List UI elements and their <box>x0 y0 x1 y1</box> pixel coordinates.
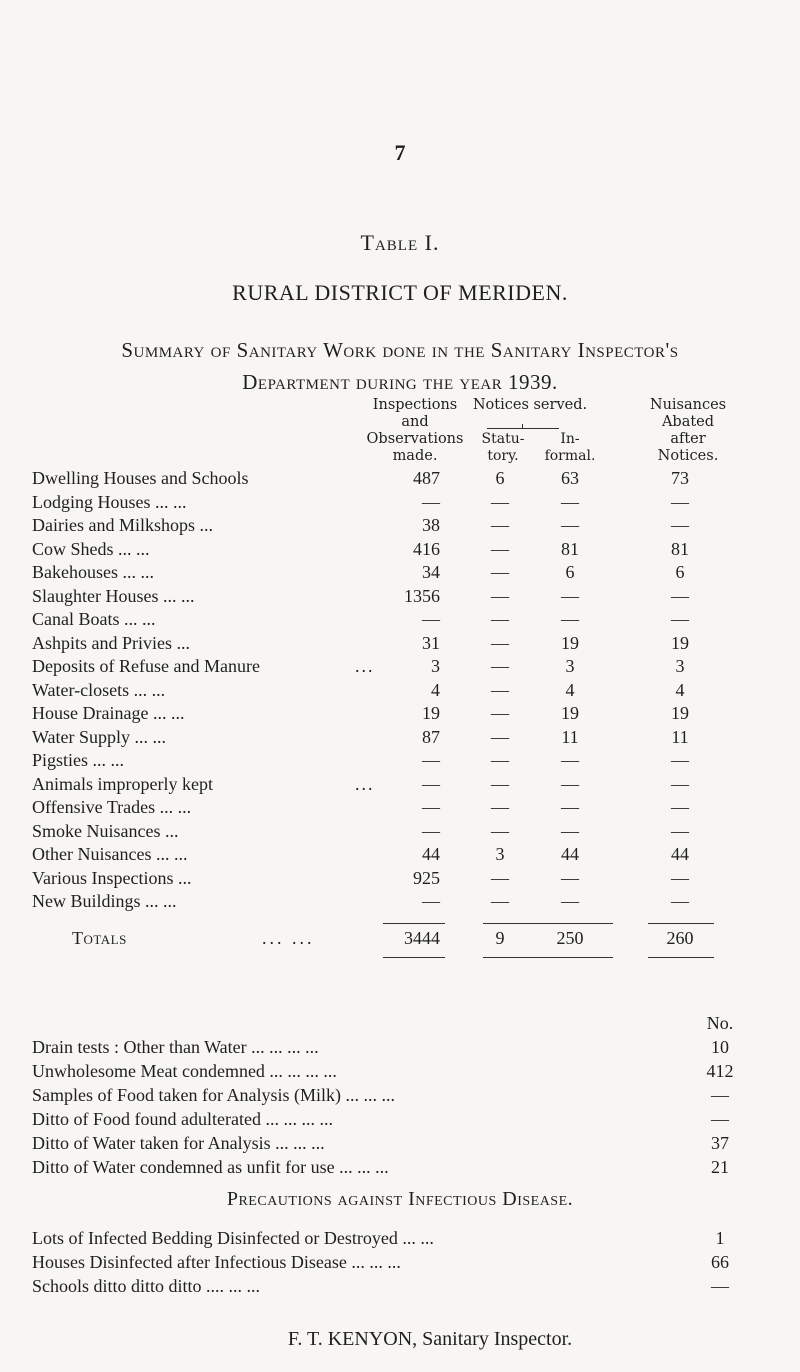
cell-informal: 44 <box>561 844 579 864</box>
misc-no-header: No. <box>706 1013 734 1033</box>
totals-rule-top <box>483 923 613 924</box>
cell-statutory: 6 <box>495 468 505 488</box>
cell-inspections: 44 <box>422 844 440 864</box>
cell-inspections: 416 <box>413 538 440 559</box>
cell-statutory: — <box>491 632 509 653</box>
cell-nuisances: — <box>671 867 689 888</box>
row-label: Offensive Trades ... ... <box>32 797 192 817</box>
list-item <box>0 1228 800 1252</box>
totals-leader: ... ... <box>262 928 315 948</box>
table-row <box>0 468 800 492</box>
cell-informal: — <box>561 585 579 606</box>
cell-inspections: 1356 <box>404 585 440 606</box>
misc-label: Drain tests : Other than Water ... ... ... ... <box>32 1037 319 1057</box>
misc-value: 37 <box>711 1133 729 1153</box>
cell-nuisances: 19 <box>671 632 689 653</box>
column-header-inspections <box>360 397 470 465</box>
cell-nuisances: 73 <box>671 468 689 488</box>
cell-statutory: — <box>491 773 509 794</box>
header-text: Notices. <box>657 448 719 464</box>
cell-inspections: 925 <box>413 867 440 888</box>
header-text: tory. <box>487 448 519 464</box>
cell-statutory: — <box>491 867 509 888</box>
cell-nuisances: 11 <box>671 726 689 747</box>
table-row <box>0 750 800 774</box>
cell-statutory: — <box>491 750 509 770</box>
row-label: Dairies and Milkshops ... <box>32 515 213 535</box>
totals-label: Totals <box>72 928 127 948</box>
precaution-label: Lots of Infected Bedding Disinfected or Destroyed ... ... <box>32 1228 434 1248</box>
cell-nuisances: 4 <box>675 679 685 700</box>
misc-value: 412 <box>706 1061 734 1081</box>
misc-value: — <box>711 1085 729 1105</box>
misc-label: Ditto of Food found adulterated ... ... ... ... <box>32 1109 333 1129</box>
table-row <box>0 868 800 892</box>
cell-nuisances: — <box>671 773 689 794</box>
header-text: In- <box>560 431 580 447</box>
header-text: Nuisances <box>649 397 727 413</box>
precaution-label: Schools ditto ditto ditto .... ... ... <box>32 1276 261 1296</box>
column-header-informal <box>538 431 602 465</box>
row-leader: ... <box>355 656 375 676</box>
cell-nuisances: 3 <box>675 656 685 676</box>
cell-statutory: — <box>491 515 509 535</box>
cell-informal: 19 <box>561 703 579 723</box>
table-row <box>0 539 800 563</box>
row-label: Smoke Nuisances ... <box>32 820 179 841</box>
row-label: Lodging Houses ... ... <box>32 491 187 512</box>
misc-label: Ditto of Water taken for Analysis ... ... ... <box>32 1133 325 1153</box>
table-label: Table I. <box>360 230 440 255</box>
total-statutory: 9 <box>495 928 505 948</box>
cell-informal: — <box>561 609 579 629</box>
cell-nuisances: 44 <box>671 844 689 864</box>
table-row <box>0 891 800 915</box>
cell-informal: — <box>561 797 579 817</box>
list-item <box>0 1157 800 1181</box>
cell-informal: — <box>561 750 579 770</box>
cell-informal: 4 <box>565 679 575 700</box>
misc-header <box>0 1013 800 1037</box>
precaution-value: 1 <box>715 1228 725 1248</box>
column-header-statutory <box>475 431 531 465</box>
row-label: New Buildings ... ... <box>32 891 177 911</box>
total-informal: 250 <box>556 928 584 948</box>
cell-inspections: — <box>422 797 440 817</box>
header-text: and <box>401 414 429 430</box>
list-item <box>0 1061 800 1085</box>
table-row <box>0 492 800 516</box>
precaution-value: — <box>711 1276 729 1296</box>
row-leader: ... <box>355 773 375 794</box>
table-row <box>0 727 800 751</box>
summary-heading-line-2: Department during the year 1939. <box>242 370 558 394</box>
cell-inspections: 487 <box>413 468 440 488</box>
total-inspections: 3444 <box>404 928 440 948</box>
signature: F. T. KENYON, Sanitary Inspector. <box>287 1328 573 1350</box>
cell-statutory: — <box>491 562 509 582</box>
list-item <box>0 1252 800 1276</box>
table-row <box>0 633 800 657</box>
row-label: Water Supply ... ... <box>32 726 167 747</box>
cell-informal: — <box>561 773 579 794</box>
misc-value: 21 <box>711 1157 729 1177</box>
table-row <box>0 656 800 680</box>
cell-statutory: — <box>491 538 509 559</box>
column-header-notices-served: Notices served. <box>472 397 588 413</box>
cell-inspections: 4 <box>431 679 440 700</box>
cell-informal: 63 <box>561 468 579 488</box>
cell-inspections: 34 <box>422 562 440 582</box>
cell-nuisances: — <box>671 891 689 911</box>
cell-nuisances: 81 <box>671 538 689 559</box>
table-row <box>0 562 800 586</box>
cell-statutory: 3 <box>495 844 505 864</box>
list-item <box>0 1037 800 1061</box>
totals-rule-top <box>383 923 445 924</box>
header-text: made. <box>392 448 438 464</box>
cell-statutory: — <box>491 585 509 606</box>
misc-value: — <box>711 1109 729 1129</box>
cell-inspections: — <box>422 773 440 794</box>
cell-inspections: — <box>422 820 440 841</box>
cell-inspections: 19 <box>422 703 440 723</box>
row-label: Pigsties ... ... <box>32 750 125 770</box>
misc-label: Unwholesome Meat condemned ... ... ... ... <box>32 1061 337 1081</box>
cell-nuisances: — <box>671 609 689 629</box>
cell-statutory: — <box>491 820 509 841</box>
row-label: Slaughter Houses ... ... <box>32 585 195 606</box>
precaution-value: 66 <box>711 1252 729 1272</box>
cell-statutory: — <box>491 609 509 629</box>
header-text: Inspections <box>372 397 458 413</box>
cell-statutory: — <box>491 726 509 747</box>
cell-inspections: 87 <box>422 726 440 747</box>
cell-statutory: — <box>491 891 509 911</box>
row-label: Dwelling Houses and Schools <box>32 468 249 488</box>
precaution-label: Houses Disinfected after Infectious Disease ... ... ... <box>32 1252 401 1272</box>
cell-inspections: 38 <box>422 515 440 535</box>
header-text: Statu- <box>481 431 525 447</box>
cell-nuisances: 19 <box>671 703 689 723</box>
row-label: Bakehouses ... ... <box>32 562 154 582</box>
table-row <box>0 609 800 633</box>
misc-value: 10 <box>711 1037 729 1057</box>
table-row <box>0 515 800 539</box>
totals-row <box>0 928 800 952</box>
totals-rule-top <box>648 923 714 924</box>
cell-informal: — <box>561 491 579 512</box>
cell-informal: 3 <box>565 656 575 676</box>
precautions-title: Precautions against Infectious Disease. <box>226 1188 574 1210</box>
list-item <box>0 1109 800 1133</box>
table-row <box>0 680 800 704</box>
summary-heading-line-1: Summary of Sanitary Work done in the Sanitary Inspector's <box>121 338 679 362</box>
cell-statutory: — <box>491 679 509 700</box>
table-row <box>0 774 800 798</box>
cell-statutory: — <box>491 491 509 512</box>
row-label: Water-closets ... ... <box>32 679 166 700</box>
page-number: 7 <box>394 140 406 165</box>
header-text: formal. <box>544 448 596 464</box>
list-item <box>0 1085 800 1109</box>
row-label: House Drainage ... ... <box>32 703 185 723</box>
header-text: Observations <box>366 431 464 447</box>
cell-statutory: — <box>491 703 509 723</box>
cell-informal: 11 <box>561 726 579 747</box>
totals-rule-bottom <box>383 957 445 958</box>
totals-rule-bottom <box>483 957 613 958</box>
cell-nuisances: — <box>671 585 689 606</box>
cell-inspections: — <box>422 750 440 770</box>
table-row <box>0 586 800 610</box>
row-label: Canal Boats ... ... <box>32 609 156 629</box>
table-row <box>0 703 800 727</box>
cell-statutory: — <box>491 797 509 817</box>
cell-informal: 81 <box>561 538 579 559</box>
cell-informal: — <box>561 867 579 888</box>
cell-inspections: — <box>422 891 440 911</box>
column-header-nuisances <box>638 397 738 465</box>
cell-inspections: — <box>422 609 440 629</box>
cell-nuisances: — <box>671 750 689 770</box>
cell-informal: 19 <box>561 632 579 653</box>
row-label: Animals improperly kept <box>32 773 213 794</box>
header-text: Abated <box>661 414 715 430</box>
row-label: Ashpits and Privies ... <box>32 632 191 653</box>
cell-informal: — <box>561 820 579 841</box>
row-label: Other Nuisances ... ... <box>32 844 188 864</box>
cell-inspections: 3 <box>431 656 440 676</box>
cell-nuisances: — <box>671 820 689 841</box>
cell-nuisances: — <box>671 797 689 817</box>
cell-informal: — <box>561 891 579 911</box>
cell-informal: — <box>561 515 579 535</box>
header-text: after <box>670 431 706 447</box>
misc-label: Ditto of Water condemned as unfit for use ... ... ... <box>32 1157 389 1177</box>
list-item <box>0 1276 800 1300</box>
cell-nuisances: 6 <box>675 562 685 582</box>
list-item <box>0 1133 800 1157</box>
row-label: Deposits of Refuse and Manure <box>32 656 260 676</box>
cell-nuisances: — <box>671 491 689 512</box>
district-title: RURAL DISTRICT OF MERIDEN. <box>232 280 568 305</box>
row-label: Cow Sheds ... ... <box>32 538 150 559</box>
total-nuisances: 260 <box>666 928 694 948</box>
cell-inspections: — <box>422 491 440 512</box>
row-label: Various Inspections ... <box>32 867 192 888</box>
table-row <box>0 797 800 821</box>
cell-inspections: 31 <box>422 632 440 653</box>
cell-nuisances: — <box>671 515 689 535</box>
table-row <box>0 821 800 845</box>
misc-label: Samples of Food taken for Analysis (Milk) ... ... ... <box>32 1085 395 1105</box>
table-row <box>0 844 800 868</box>
cell-informal: 6 <box>565 562 575 582</box>
totals-rule-bottom <box>648 957 714 958</box>
cell-statutory: — <box>491 656 509 676</box>
